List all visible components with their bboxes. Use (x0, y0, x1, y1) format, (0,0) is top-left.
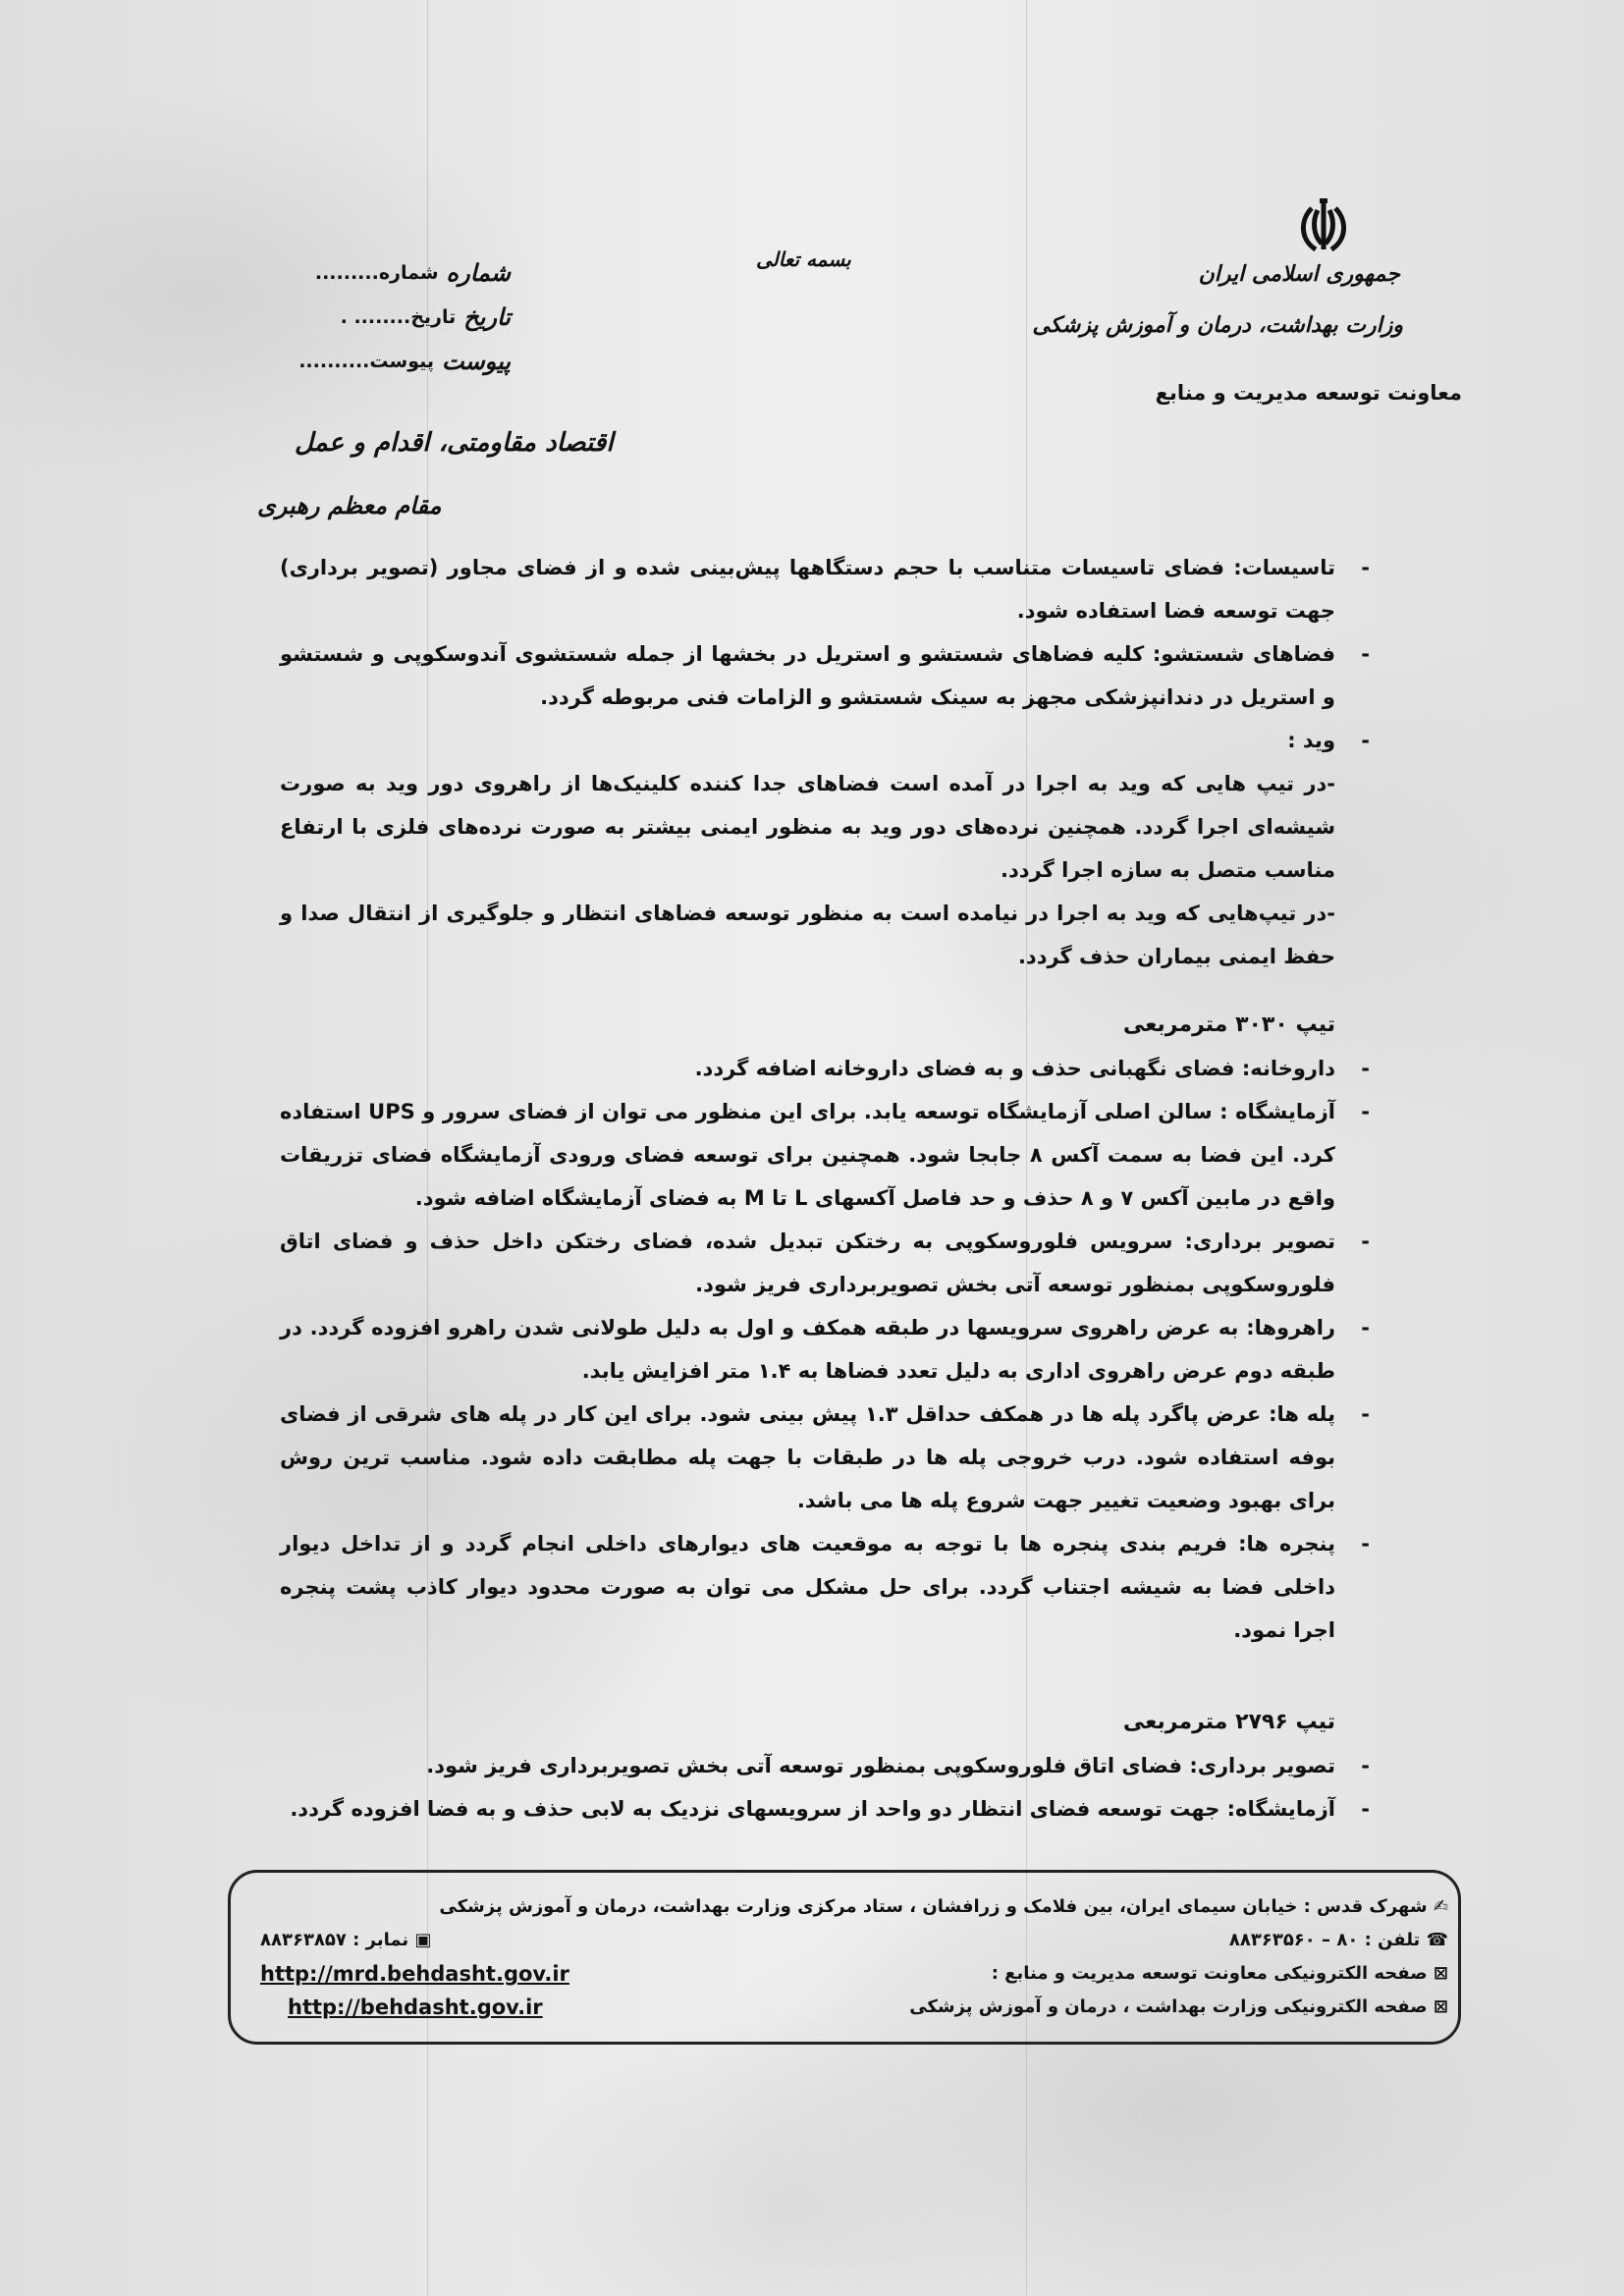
ministry-line-2: وزارت بهداشت، درمان و آموزش پزشکی (1032, 312, 1403, 338)
list-item: - پله ها: عرض پاگرد پله ها در همکف حداقل ۱.۳ پیش بینی شود. برای این کار در پله های شرقی از فضای بوفه استفاده شود. درب خروجی پله ها در طبقات با جهت پله مطابقت داده شود. مناسب ترین روش برای بهبود وضعیت تغییر جهت شروع پله ها می باشد. (280, 1402, 1370, 1512)
item-text: جهت توسعه فضای انتظار دو واحد از سرویسهای نزدیک به لابی حذف و به فضا افزوده گردد. (290, 1797, 1227, 1821)
footer-web2-row (260, 1991, 1448, 2024)
footer-web2-label: ⊠ صفحه الکترونیکی وزارت بهداشت ، درمان و آموزش پزشکی (909, 1996, 1448, 2017)
footer-fax (260, 1924, 431, 1957)
phone-text: تلفن : ۸۰ – ۸۸۳۶۳۵۶۰ (1228, 1930, 1421, 1950)
item-title: پله ها: (1269, 1402, 1335, 1426)
list-item: - تاسیسات: فضای تاسیسات متناسب با حجم دستگاهها پیش‌بینی شده و از فضای مجاور (تصویر برداری) جهت توسعه فضا استفاده شود. (280, 556, 1370, 623)
address-text: شهرک قدس : خیابان سیمای ایران، بین فلامک و زرافشان ، ستاد مرکزی وزارت بهداشت، درمان و آموزش پزشکی (439, 1896, 1428, 1917)
pen-icon: ✍ (1427, 1896, 1448, 1917)
fax-text: نمابر : ۸۸۳۶۳۸۵۷ (260, 1930, 409, 1950)
phone-icon: ☎ (1420, 1930, 1448, 1950)
mail-icon: ⊠ (1427, 1996, 1448, 2017)
slogan-annotation: اقتصاد مقاومتی، اقدام و عمل (295, 428, 614, 458)
list-item: - فضاهای شستشو: کلیه فضاهای شستشو و استریل در بخشها از جمله شستشوی آندوسکوپی و شستشو و استریل در دندانپزشکی مجهز به سینک شستشو و الزامات فنی مربوطه گردد. (280, 642, 1370, 709)
section-general (280, 546, 1370, 978)
paragraph: -در تیپ هایی که وید به اجرا در آمده است فضاهای جدا کننده کلینیک‌ها از راهروی دور وید به صورت شیشه‌ای اجرا گردد. همچنین نرده‌های دور وید به منظور ایمنی بیشتر به صورت نرده‌های فلزی با ارتفاع مناسب متصل به سازه اجرا گردد. (280, 772, 1335, 882)
item-title: آزمایشگاه : (1219, 1100, 1336, 1123)
attachment-field: پیوست.......... (298, 350, 434, 372)
item-text: فضای نگهبانی حذف و به فضای داروخانه اضافه گردد. (694, 1057, 1242, 1080)
emblem-icon (1294, 196, 1353, 257)
item-title: تصویر برداری: (1189, 1754, 1335, 1777)
item-title: پنجره ها: (1238, 1532, 1335, 1556)
slogan-attribution: مقام معظم رهبری (257, 491, 442, 519)
item-text: عرض پاگرد پله ها در همکف حداقل ۱.۳ پیش بینی شود. برای این کار در پله های شرقی از فضای بوفه استفاده شود. درب خروجی پله ها در طبقات با جهت پله مطابقت داده شود. مناسب ترین روش برای بهبود وضعیت تغییر جهت شروع پله ها می باشد. (280, 1402, 1335, 1512)
mail-icon: ⊠ (1427, 1963, 1448, 1984)
document-body (260, 546, 1448, 2045)
footer-address (260, 1890, 1448, 1924)
item-text: فضای اتاق فلوروسکوپی بمنظور توسعه آتی بخش تصویربرداری فریز شود. (426, 1754, 1190, 1777)
section-heading: تیپ ۲۷۹۶ مترمربعی (1122, 1710, 1335, 1734)
list-item: - راهروها: به عرض راهروی سرویسها در طبقه همکف و اول به دلیل طولانی شدن راهرو افزوده گردد. در طبقه دوم عرض راهروی اداری به دلیل تعدد فضاها به ۱.۴ متر افزایش یابد. (280, 1316, 1370, 1383)
footer-web1-row (260, 1957, 1448, 1991)
list-item: - داروخانه: فضای نگهبانی حذف و به فضای داروخانه اضافه گردد. (694, 1057, 1370, 1080)
item-text: فضای تاسیسات متناسب با حجم دستگاهها پیش‌بینی شده و از فضای مجاور (تصویر برداری) جهت توسعه فضا استفاده شود. (280, 556, 1335, 623)
item-text: فریم بندی پنجره ها با توجه به موقعیت های دیوارهای داخلی انجام گردد و از تداخل دیوار داخلی فضا به شیشه اجتناب گردد. برای حل مشکل می توان به صورت محدود دیوار کاذب پشت پنجره اجرا نمود. (280, 1532, 1335, 1642)
list-item: - پنجره ها: فریم بندی پنجره ها با توجه به موقعیت های دیوارهای داخلی انجام گردد و از تداخل دیوار داخلی فضا به شیشه اجتناب گردد. برای حل مشکل می توان به صورت محدود دیوار کاذب پشت پنجره اجرا نمود. (280, 1532, 1370, 1642)
item-title: فضاهای شستشو: (1152, 642, 1336, 666)
ministry-department-link[interactable]: http://mrd.behdasht.gov.ir (260, 1962, 569, 1986)
paragraph: -در تیپ‌هایی که وید به اجرا در نیامده است به منظور توسعه فضاهای انتظار و جلوگیری از انتقال صدا و حفظ ایمنی بیماران حذف گردد. (280, 902, 1335, 968)
section-type-2796 (280, 1744, 1370, 1831)
item-text: سالن اصلی آزمایشگاه توسعه یابد. برای این منظور می توان از فضای سرور و UPS استفاده کرد. این فضا به سمت آکس ۸ جابجا شود. همچنین برای توسعه فضای ورودی آزمایشگاه فضای تزریقات واقع در مابین آکس ۷ و ۸ حذف و حد فاصل آکسهای L تا M به فضای آزمایشگاه اضافه شود. (280, 1100, 1335, 1210)
footer-phone-row (260, 1924, 1448, 1957)
number-label: شماره (446, 258, 511, 287)
footer-phone (1229, 1924, 1448, 1957)
list-item: - آزمایشگاه : سالن اصلی آزمایشگاه توسعه یابد. برای این منظور می توان از فضای سرور و UPS استفاده کرد. این فضا به سمت آکس ۸ جابجا شود. همچنین برای توسعه فضای ورودی آزمایشگاه فضای تزریقات واقع در مابین آکس ۷ و ۸ حذف و حد فاصل آکسهای L تا M به فضای آزمایشگاه اضافه شود. (280, 1100, 1370, 1210)
section-heading: تیپ ۳۰۳۰ مترمربعی (1122, 1012, 1335, 1037)
item-text: کلیه فضاهای شستشو و استریل در بخشها از جمله شستشوی آندوسکوپی و شستشو و استریل در دندانپزشکی مجهز به سینک شستشو و الزامات فنی مربوطه گردد. (280, 642, 1335, 709)
ministry-link[interactable]: http://behdasht.gov.ir (288, 1995, 543, 2019)
item-title: تاسیسات: (1233, 556, 1335, 579)
list-item: - تصویر برداری: سرویس فلوروسکوپی به رختکن تبدیل شده، فضای رختکن داخل حذف و فضای اتاق فلوروسکوپی بمنظور توسعه آتی بخش تصویربرداری فریز شود. (280, 1230, 1370, 1296)
ministry-line-1: جمهوری اسلامی ایران (1198, 261, 1400, 287)
item-text: سرویس فلوروسکوپی به رختکن تبدیل شده، فضای رختکن داخل حذف و فضای اتاق فلوروسکوپی بمنظور توسعه آتی بخش تصویربرداری فریز شود. (280, 1230, 1335, 1296)
item-title: وید : (1287, 729, 1335, 752)
footer-contact-box (228, 1870, 1461, 2045)
section-type-3030 (280, 1047, 1370, 1652)
bismillah: بسمه تعالی (756, 247, 851, 271)
list-item: - آزمایشگاه: جهت توسعه فضای انتظار دو واحد از سرویسهای نزدیک به لابی حذف و به فضا افزوده گردد. (290, 1797, 1370, 1821)
date-field: تاریخ........ . (340, 305, 457, 328)
item-title: تصویر برداری: (1184, 1230, 1335, 1253)
date-label: تاریخ (463, 302, 511, 331)
department-name: معاونت توسعه مدیریت و منابع (1155, 381, 1462, 405)
number-field: شماره......... (314, 261, 439, 284)
letter-fields (236, 250, 511, 383)
item-title: آزمایشگاه: (1226, 1797, 1335, 1821)
fax-icon: ▣ (408, 1930, 432, 1950)
footer-web1-label: ⊠ صفحه الکترونیکی معاونت توسعه مدیریت و منابع : (991, 1963, 1448, 1984)
list-item: - تصویر برداری: فضای اتاق فلوروسکوپی بمنظور توسعه آتی بخش تصویربرداری فریز شود. (426, 1754, 1370, 1777)
item-text: به عرض راهروی سرویسها در طبقه همکف و اول به دلیل طولانی شدن راهرو افزوده گردد. در طبقه دوم عرض راهروی اداری به دلیل تعدد فضاها به ۱.۴ متر افزایش یابد. (280, 1316, 1335, 1383)
attachment-label: پیوست (442, 347, 511, 375)
item-title: راهروها: (1246, 1316, 1335, 1339)
list-item: - وید : (1287, 729, 1370, 752)
item-title: داروخانه: (1241, 1057, 1335, 1080)
